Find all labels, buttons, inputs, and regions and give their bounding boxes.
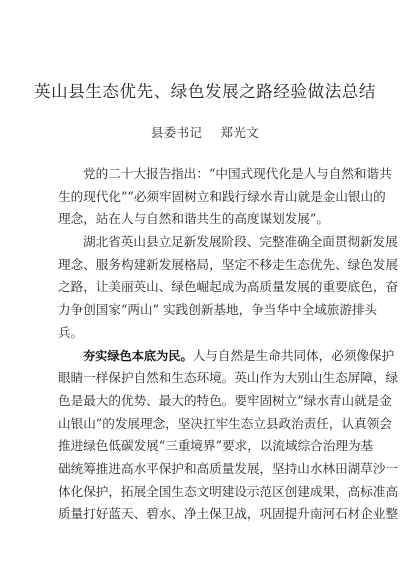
body-text — [58, 163, 399, 526]
author-name: 郑光文 — [220, 125, 260, 140]
paragraph-3-line-6: 础统筹推进高水平保护和高质量发展，坚持山水林田湖草沙一 — [58, 460, 399, 476]
section-heading: 夯实绿色本底为民。 — [83, 348, 193, 363]
paragraph-2-line-5: 兵。 — [58, 324, 84, 340]
author-role: 县委书记 — [150, 125, 203, 140]
paragraph-3-line-5: 推进绿色低碳发展“三重境界”要求，以流域综合治理为基 — [58, 438, 374, 454]
paragraph-3-line-4: 山银山”的发展理念，坚决扛牢生态立县政治责任，认真领会 — [58, 415, 392, 431]
paragraph-3-line-8: 质量打好蓝天、碧水、净土保卫战，巩固提升南河石材企业整 — [58, 506, 399, 522]
paragraph-1-line-1: 党的二十大报告指出：“中国式现代化是人与自然和谐共 — [83, 166, 392, 181]
paragraph-2-line-2: 理念、服务构建新发展格局，坚定不移走生态优先、绿色发展 — [58, 256, 399, 272]
paragraph-2-line-3: 之路，让美丽英山、绿色崛起成为高质量发展的重要底色，奋 — [58, 279, 399, 295]
paragraph-3-line-3: 色是最大的优势、最大的特色。要牢固树立“绿水青山就是金 — [58, 392, 392, 408]
paragraph-3-line-1 — [58, 345, 395, 368]
byline — [0, 123, 410, 141]
paragraph-3-line-2: 眼睛一样保护自然和生态环境。英山作为大别山生态屏障，绿 — [58, 370, 399, 386]
paragraph-1-line-2: 生的现代化”“必须牢固树立和践行绿水青山就是金山银山的 — [58, 188, 386, 204]
document-title: 英山县生态优先、绿色发展之路经验做法总结 — [34, 82, 376, 101]
paragraph-1-line-3: 理念，站在人与自然和谐共生的高度谋划发展”。 — [58, 211, 329, 227]
paragraph-2-line-1: 湖北省英山县立足新发展阶段、完整准确全面贯彻新发展 — [83, 234, 398, 250]
paragraph-2-line-4: 力争创国家“两山” 实践创新基地，争当华中全域旅游排头 — [58, 302, 378, 318]
paragraph-3-line-1-text: 人与自然是生命共同体，必须像保护 — [192, 347, 395, 363]
paragraph-3-line-7: 体化保护，拓展全国生态文明建设示范区创建成果，高标准高 — [58, 483, 399, 499]
